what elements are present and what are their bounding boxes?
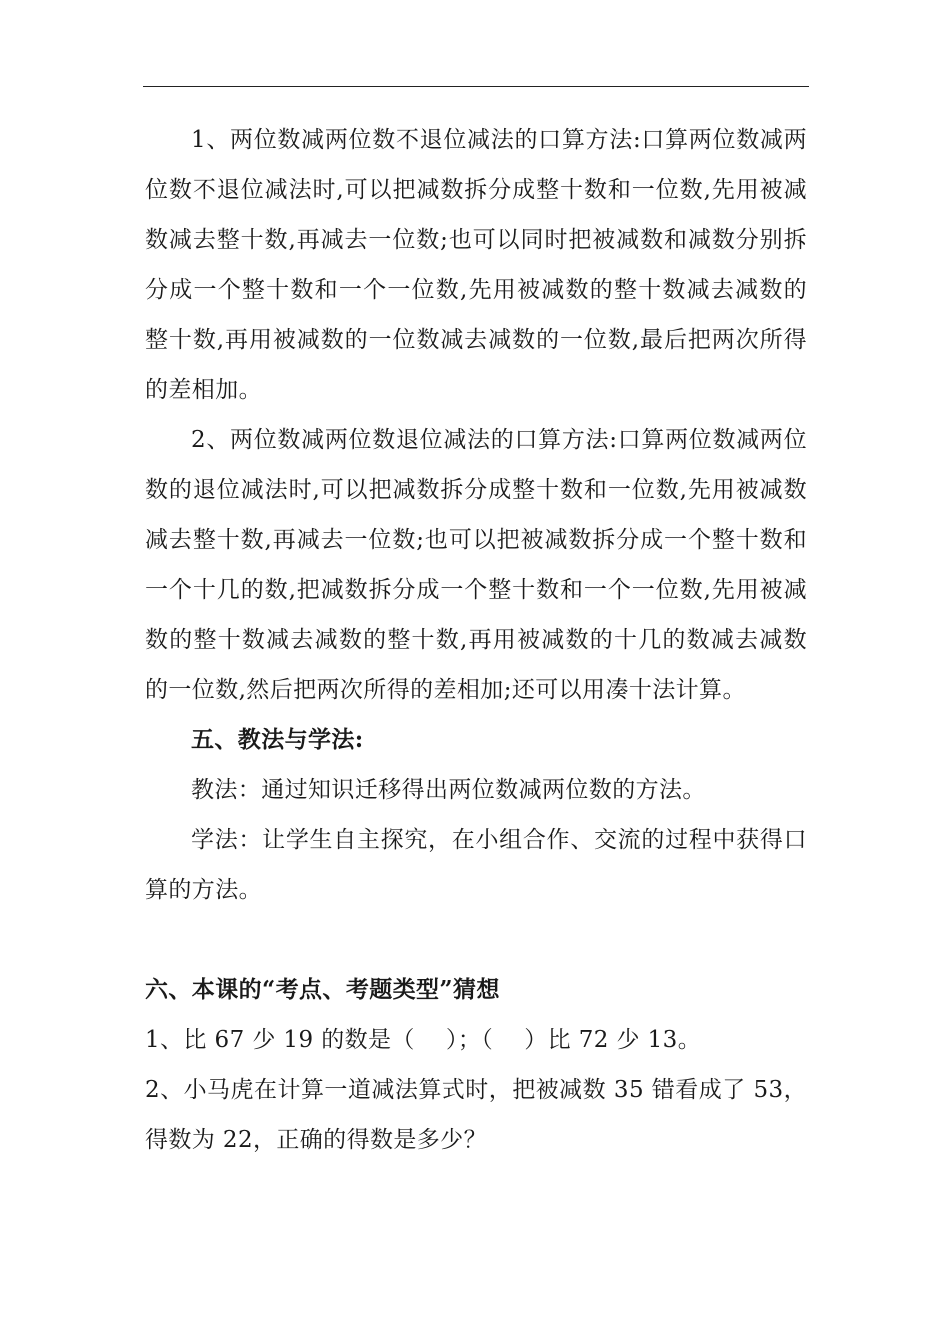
header-rule [143,86,809,87]
section6-heading: 六、本课的“考点、考题类型”猜想 [145,976,500,1003]
question-2: 2、小马虎在计算一道减法算式时，把被减数 35 错看成了 53，得数为 22，正确的得数是多少？ [145,1077,807,1153]
subtraction-no-borrow-paragraph: 1、两位数减两位数不退位减法的口算方法:口算两位数减两位数不退位减法时,可以把减数拆分成整十数和一位数,先用被减数减去整十数,再减去一位数;也可以同时把被减数和减数分别拆分成一个整十数和一个一位数,先用被减数的整十数减去减数的整十数,再用被减数的一位数减去减数的一位数,最后把两次所得的差相加。 [145,127,807,403]
section5-heading: 五、教法与学法: [191,726,364,753]
subtraction-borrow-paragraph: 2、两位数减两位数退位减法的口算方法:口算两位数减两位数的退位减法时,可以把减数拆分成整十数和一位数,先用被减数减去整十数,再减去一位数;也可以把被减数拆分成一个整十数和一个十几的数,把减数拆分成一个整十数和一个一位数,先用被减数的整十数减去减数的整十数,再用被减数的十几的数减去减数的一位数,然后把两次所得的差相加;还可以用凑十法计算。 [145,427,807,703]
question-1: 1、比 67 少 19 的数是（ ）；（ ）比 72 少 13。 [145,1027,702,1053]
teaching-method-paragraph: 教法：通过知识迁移得出两位数减两位数的方法。 [191,777,706,803]
document-body [145,115,807,1165]
learning-method-paragraph: 学法：让学生自主探究，在小组合作、交流的过程中获得口算的方法。 [145,827,807,903]
section-spacer [145,915,807,965]
